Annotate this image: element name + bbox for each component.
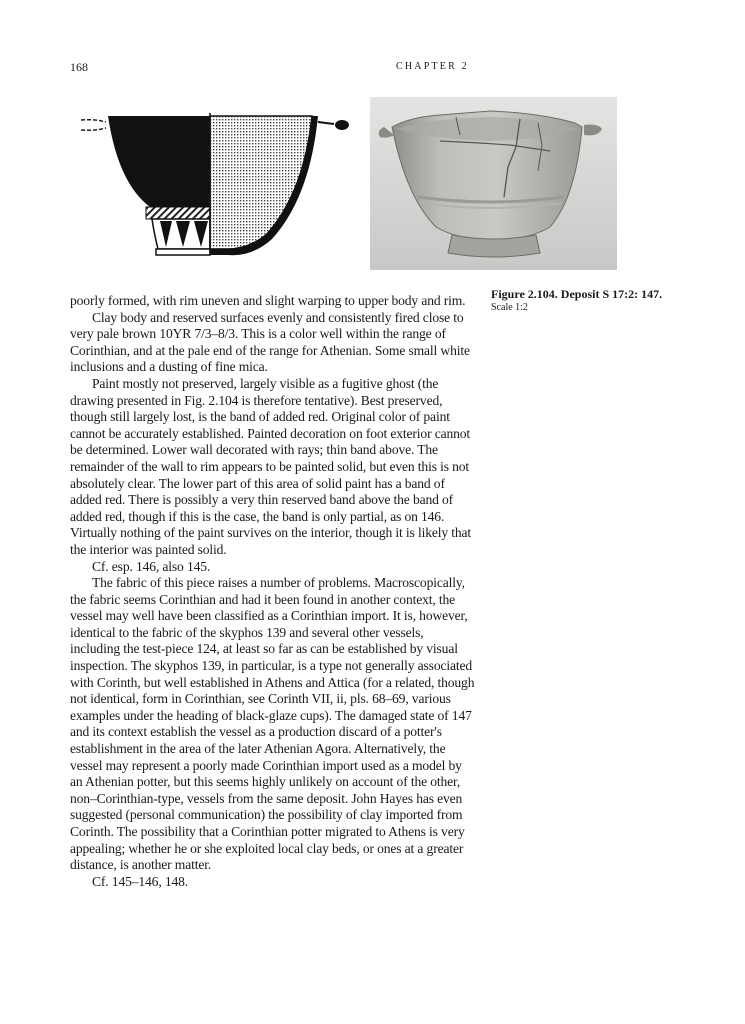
running-header: CHAPTER 2	[396, 61, 469, 72]
body-paragraph: Paint mostly not preserved, largely visible as a fugitive ghost (the drawing presented in Fig. 2.104 is therefore tentative). Best preserved, though still largely lost, is the band of added red. Original color of paint cannot be accurately established. Painted decoration on foot exterior cannot be determined. Lower wall decorated with rays; thin band above. The remainder of the wall to rim appears to be painted solid, but even this is not absolutely clear. The lower part of this area of solid paint has a band of added red. There is possibly a very thin reserved band above the band of added red, though if this is the case, the band is only partial, as on 146. Virtually nothing of the paint survives on the interior, though it is likely that the interior was painted solid.	[70, 375, 472, 557]
body-paragraph: Cf. 145–146, 148.	[92, 873, 189, 889]
figure-caption-title: Figure 2.104. Deposit S 17:2: 147.	[491, 287, 663, 301]
figure-caption	[491, 287, 681, 314]
body-paragraph: poorly formed, with rim uneven and slight warping to upper body and rim.	[70, 293, 466, 308]
page-number: 168	[70, 60, 88, 74]
vessel-photograph	[370, 97, 617, 270]
body-paragraph: Clay body and reserved surfaces evenly and consistently fired close to very pale brown 10YR 7/3–8/3. This is a color well within the range of Corinthian, and at the pale end of the range for Athenian. Some small white inclusions and a dusting of fine mica.	[70, 309, 470, 375]
vessel-profile-drawing	[78, 113, 358, 263]
catalogue-entry-text	[70, 293, 476, 890]
body-paragraph: The fabric of this piece raises a number of problems. Macroscopically, the fabric seems Corinthian and had it been found in another context, the vessel may well have been classified as a Corinthian import. It is, however, identical to the fabric of the skyphos 139 and several other vessels, including the test-piece 124, at least so far as can be established by visual inspection. The skyphos 139, in particular, is a type not generally associated with Corinth, but well established in Athens and Attica (for a related, though not identical, form in Corinthian, see Corinth VII, ii, pls. 68–69, various examples under the heading of black-glaze cups). The damaged state of 147 and its context establish the vessel as a production discard of a potter's establishment in the area of the later Athenian Agora. Alternatively, the vessel may represent a poorly made Corinthian import used as a model by an Athenian potter, but this seems highly unlikely on account of the other, non–Corinthian-type, vessels from the same deposit. John Hayes has even suggested (personal communication) the possibility of clay imported from Corinth. The possibility that a Corinthian potter migrated to Athens is very appealing; whether he or she exploited local clay beds, or ones at a greater distance, is another matter.	[70, 575, 475, 873]
body-paragraph: Cf. esp. 146, also 145.	[92, 558, 211, 574]
figure-caption-scale: Scale 1:2	[491, 302, 528, 313]
